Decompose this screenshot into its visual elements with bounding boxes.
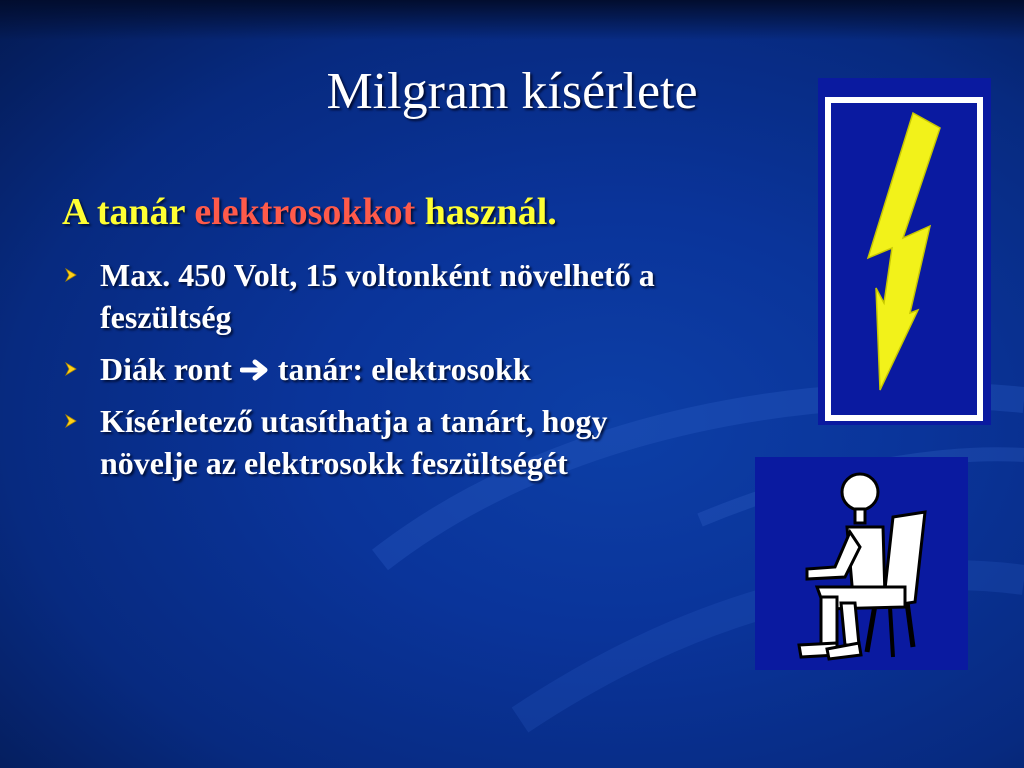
lightning-bolt-image — [818, 78, 991, 425]
bullet-text: Max. 450 Volt, 15 voltonként növelhető a feszültség — [100, 257, 655, 335]
chevron-right-bullet-icon — [64, 361, 80, 377]
headline-highlight: elektrosokkot — [194, 191, 416, 233]
list-item — [62, 400, 662, 484]
bullet-list — [62, 254, 662, 494]
slide-title: Milgram kísérlete — [326, 63, 698, 120]
list-item — [62, 348, 662, 390]
bullet-text: Kísérletező utasíthatja a tanárt, hogy növelje az elektrosokk feszültségét — [100, 403, 608, 481]
headline-part1: A tanár — [62, 191, 195, 233]
right-arrow-icon — [240, 358, 270, 382]
seated-person-icon — [755, 457, 968, 670]
lightning-bolt-icon — [818, 78, 991, 425]
chevron-right-bullet-icon — [64, 413, 80, 429]
slide-headline — [62, 190, 557, 234]
list-item — [62, 254, 662, 338]
top-shadow-band — [0, 0, 1024, 40]
headline-part2: használ. — [415, 191, 557, 233]
bullet-text-before: Diák ront — [100, 351, 240, 387]
bullet-text-after: tanár: elektrosokk — [269, 351, 531, 387]
seated-person-image — [755, 457, 968, 670]
chevron-right-bullet-icon — [64, 267, 80, 283]
